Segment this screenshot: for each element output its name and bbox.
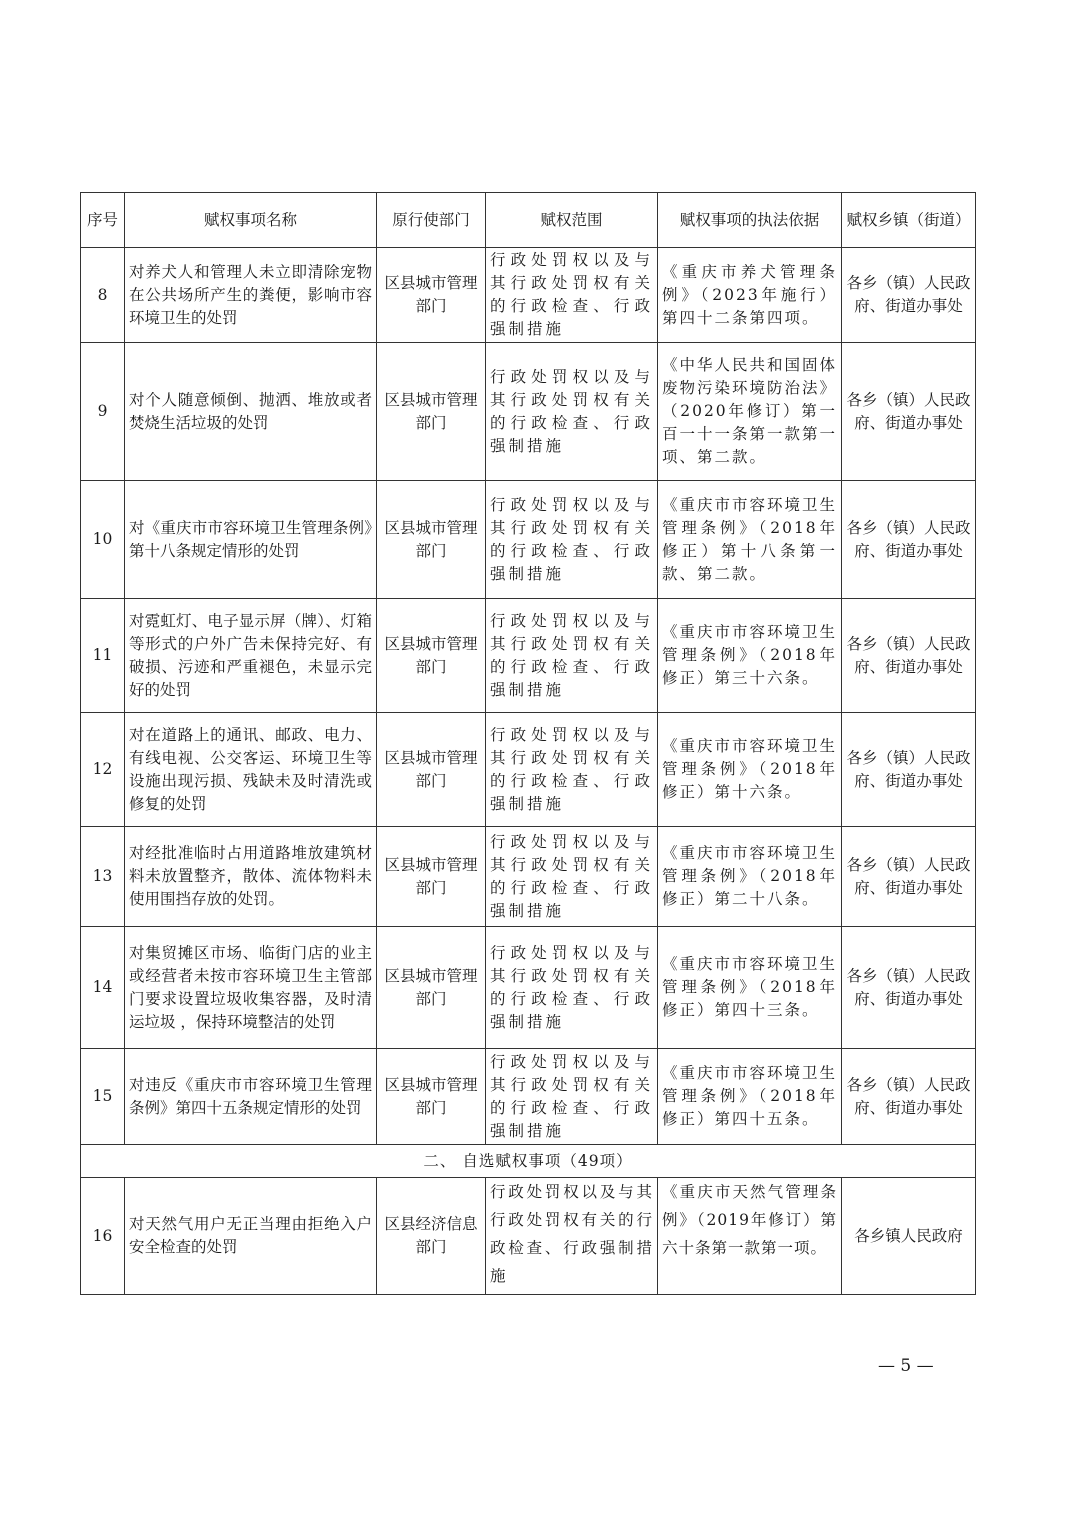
row-basis: 《重庆市市容环境卫生管理条例》（2018年修正）第三十六条。 <box>658 599 842 713</box>
row-basis: 《重庆市市容环境卫生管理条例》（2018年修正）第四十三条。 <box>658 927 842 1049</box>
row-num: 13 <box>81 827 125 927</box>
row-name: 对违反《重庆市市容环境卫生管理条例》第四十五条规定情形的处罚 <box>125 1049 377 1145</box>
header-scope: 赋权范围 <box>486 193 658 248</box>
table-row <box>81 1049 976 1145</box>
row-basis: 《重庆市市容环境卫生管理条例》（2018年修正）第四十五条。 <box>658 1049 842 1145</box>
row-town: 各乡（镇）人民政府、街道办事处 <box>842 481 976 599</box>
row-town: 各乡（镇）人民政府、街道办事处 <box>842 827 976 927</box>
row-scope: 行政处罚权以及与其行政处罚权有关的行政检查、行政强制措施 <box>486 343 658 481</box>
row-num: 12 <box>81 713 125 827</box>
header-basis: 赋权事项的执法依据 <box>658 193 842 248</box>
header-num: 序号 <box>81 193 125 248</box>
row-dept: 区县城市管理部门 <box>377 343 486 481</box>
header-town: 赋权乡镇（街道） <box>842 193 976 248</box>
row-name: 对个人随意倾倒、抛洒、堆放或者焚烧生活垃圾的处罚 <box>125 343 377 481</box>
row-dept: 区县城市管理部门 <box>377 1049 486 1145</box>
header-name: 赋权事项名称 <box>125 193 377 248</box>
header-dept: 原行使部门 <box>377 193 486 248</box>
row-scope: 行政处罚权以及与其行政处罚权有关的行政检查、行政强制措施 <box>486 1178 658 1295</box>
authorization-table <box>80 192 976 1295</box>
row-scope: 行政处罚权以及与其行政处罚权有关的行政检查、行政强制措施 <box>486 599 658 713</box>
row-num: 16 <box>81 1178 125 1295</box>
row-scope: 行政处罚权以及与其行政处罚权有关的行政检查、行政强制措施 <box>486 248 658 343</box>
section-row <box>81 1145 976 1178</box>
page-number: — 5 — <box>878 1356 934 1376</box>
row-dept: 区县城市管理部门 <box>377 599 486 713</box>
row-basis: 《重庆市市容环境卫生管理条例》（2018年修正）第十八条第一款、第二款。 <box>658 481 842 599</box>
row-town: 各乡（镇）人民政府、街道办事处 <box>842 248 976 343</box>
row-num: 15 <box>81 1049 125 1145</box>
table-row <box>81 827 976 927</box>
row-name: 对《重庆市市容环境卫生管理条例》第十八条规定情形的处罚 <box>125 481 377 599</box>
row-num: 8 <box>81 248 125 343</box>
row-name: 对养犬人和管理人未立即清除宠物在公共场所产生的粪便，影响市容环境卫生的处罚 <box>125 248 377 343</box>
row-num: 14 <box>81 927 125 1049</box>
row-dept: 区县城市管理部门 <box>377 248 486 343</box>
table-row <box>81 713 976 827</box>
row-num: 9 <box>81 343 125 481</box>
table-row <box>81 481 976 599</box>
row-dept: 区县城市管理部门 <box>377 713 486 827</box>
table-row <box>81 343 976 481</box>
section-title: 二、 自选赋权事项（49项） <box>81 1145 976 1178</box>
row-dept: 区县经济信息部门 <box>377 1178 486 1295</box>
row-name: 对天然气用户无正当理由拒绝入户安全检查的处罚 <box>125 1178 377 1295</box>
row-scope: 行政处罚权以及与其行政处罚权有关的行政检查、行政强制措施 <box>486 481 658 599</box>
row-town: 各乡（镇）人民政府、街道办事处 <box>842 713 976 827</box>
row-basis: 《重庆市养犬管理条例》（2023年施行）第四十二条第四项。 <box>658 248 842 343</box>
row-basis: 《中华人民共和国固体废物污染环境防治法》（2020年修订）第一百一十一条第一款第一项、第二款。 <box>658 343 842 481</box>
row-name: 对集贸摊区市场、临街门店的业主或经营者未按市容环境卫生主管部门要求设置垃圾收集容器，及时清运垃圾 ，保持环境整洁的处罚 <box>125 927 377 1049</box>
row-scope: 行政处罚权以及与其行政处罚权有关的行政检查、行政强制措施 <box>486 1049 658 1145</box>
row-scope: 行政处罚权以及与其行政处罚权有关的行政检查、行政强制措施 <box>486 927 658 1049</box>
row-town: 各乡（镇）人民政府、街道办事处 <box>842 927 976 1049</box>
row-town: 各乡（镇）人民政府、街道办事处 <box>842 1049 976 1145</box>
row-basis: 《重庆市市容环境卫生管理条例》（2018年修正）第十六条。 <box>658 713 842 827</box>
row-town: 各乡（镇）人民政府、街道办事处 <box>842 343 976 481</box>
row-name: 对在道路上的通讯、邮政、电力、有线电视、公交客运、环境卫生等设施出现污损、残缺未及时清洗或修复的处罚 <box>125 713 377 827</box>
row-dept: 区县城市管理部门 <box>377 827 486 927</box>
row-dept: 区县城市管理部门 <box>377 927 486 1049</box>
table-row <box>81 248 976 343</box>
table-header-row <box>81 193 976 248</box>
table-row <box>81 599 976 713</box>
row-num: 11 <box>81 599 125 713</box>
table-row <box>81 1178 976 1295</box>
row-scope: 行政处罚权以及与其行政处罚权有关的行政检查、行政强制措施 <box>486 713 658 827</box>
row-town: 各乡镇人民政府 <box>842 1178 976 1295</box>
table-row <box>81 927 976 1049</box>
row-scope: 行政处罚权以及与其行政处罚权有关的行政检查、行政强制措施 <box>486 827 658 927</box>
row-name: 对霓虹灯、电子显示屏（牌）、灯箱等形式的户外广告未保持完好、有破损、污迹和严重褪色，未显示完好的处罚 <box>125 599 377 713</box>
row-dept: 区县城市管理部门 <box>377 481 486 599</box>
row-name: 对经批准临时占用道路堆放建筑材料未放置整齐，散体、流体物料未使用围挡存放的处罚。 <box>125 827 377 927</box>
row-town: 各乡（镇）人民政府、街道办事处 <box>842 599 976 713</box>
row-basis: 《重庆市天然气管理条例》（2019年修订）第六十条第一款第一项。 <box>658 1178 842 1295</box>
row-num: 10 <box>81 481 125 599</box>
row-basis: 《重庆市市容环境卫生管理条例》（2018年修正）第二十八条。 <box>658 827 842 927</box>
